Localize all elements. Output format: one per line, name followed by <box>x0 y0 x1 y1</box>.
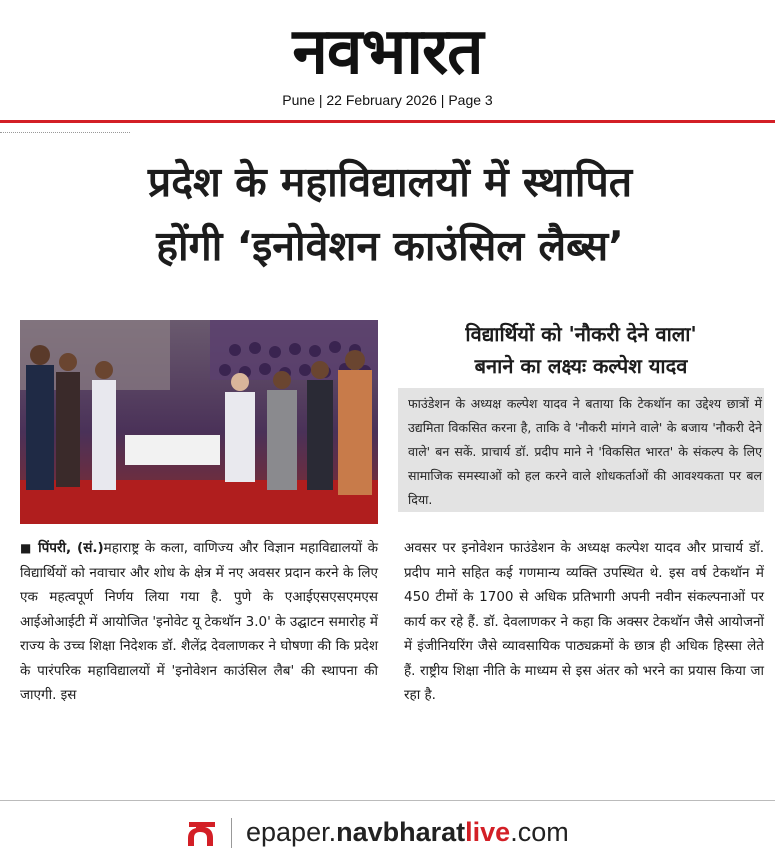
sub-headline-line-1: विद्यार्थियों को 'नौकरी देने वाला' <box>465 322 697 346</box>
sub-headline <box>398 318 764 382</box>
url-part-1: epaper. <box>246 817 337 847</box>
footer-separator <box>231 818 232 848</box>
headline <box>20 150 760 278</box>
event-photo-image <box>20 320 378 524</box>
article-column-1 <box>20 536 378 708</box>
article-dateline: पिंपरी, (सं.) <box>38 540 104 556</box>
epaper-url-link[interactable] <box>246 814 569 850</box>
article-column-2 <box>404 536 764 708</box>
highlight-box-text: फाउंडेशन के अध्यक्ष कल्पेश यादव ने बताया कि टेकथॉन का उद्देश्य छात्रों में उद्यमिता विकसित करना है, ताकि वे 'नौकरी मांगने वाले' के बजाय 'नौकरी देने वाले' बन सकें. प्राचार्य डॉ. प्रदीप माने ने 'विकसित भारत' के संकल्प के लिए सामाजिक समस्याओं को हल करने वाले शोधकर्ताओं की आवश्यकता पर बल दिया. <box>408 396 762 507</box>
url-part-2: navbharat <box>336 817 466 847</box>
article-body-part-2: अवसर पर इनोवेशन फाउंडेशन के अध्यक्ष कल्पेश यादव और प्राचार्य डॉ. प्रदीप माने सहित कई गणमान्य व्यक्ति उपस्थित थे. इस वर्ष टेकथॉन में 450 टीमों के 1700 से अधिक प्रतिभागी अपनी नवीन संकल्पनाओं पर कार्य कर रहे हैं. डॉ. देवलाणकर ने कहा कि अक्सर टेकथॉन जैसे आयोजनों में इंजीनियरिंग जैसे व्यावसायिक पाठ्यक्रमों के छात्र ही अधिक हिस्सा लेते हैं. राष्ट्रीय शिक्षा नीति के माध्यम से इस अंतर को भरने का प्रयास किया जा रहा है. <box>404 540 764 703</box>
event-photo <box>20 320 378 524</box>
clipping-edge <box>0 124 130 133</box>
navbharat-logo-icon <box>185 816 219 850</box>
edition-dateline: Pune | 22 February 2026 | Page 3 <box>282 92 493 108</box>
paper-name: नवभारत <box>292 15 483 89</box>
url-part-4: .com <box>510 817 569 847</box>
bullet-icon: ■ <box>20 541 33 555</box>
headline-line-2: होंगी ‘इनोवेशन काउंसिल लैब्स’ <box>156 222 624 270</box>
headline-line-1: प्रदेश के महाविद्यालयों में स्थापित <box>147 158 633 206</box>
article-body-part-1: महाराष्ट्र के कला, वाणिज्य और विज्ञान महाविद्यालयों के विद्यार्थियों को नवाचार और शोध के क्षेत्र में नए अवसर प्रदान करने के लिए एक महत्वपूर्ण निर्णय लिया गया है. पुणे के एआईएसएसएमएस आईओआईटी में आयोजित 'इनोवेट यू टेकथॉन 3.0' के उद्घाटन समारोह में राज्य के उच्च शिक्षा निदेशक डॉ. शैलेंद्र देवलाणकर ने घोषणा की कि प्रदेश के पारंपरिक महाविद्यालयों में 'इनोवेशन काउंसिल लैब' की स्थापना की जाएगी. इस <box>20 540 378 703</box>
url-part-3: live <box>465 817 511 847</box>
footer-divider <box>0 800 775 801</box>
masthead-divider <box>0 120 775 123</box>
sub-headline-line-2: बनाने का लक्ष्यः कल्पेश यादव <box>474 354 688 378</box>
